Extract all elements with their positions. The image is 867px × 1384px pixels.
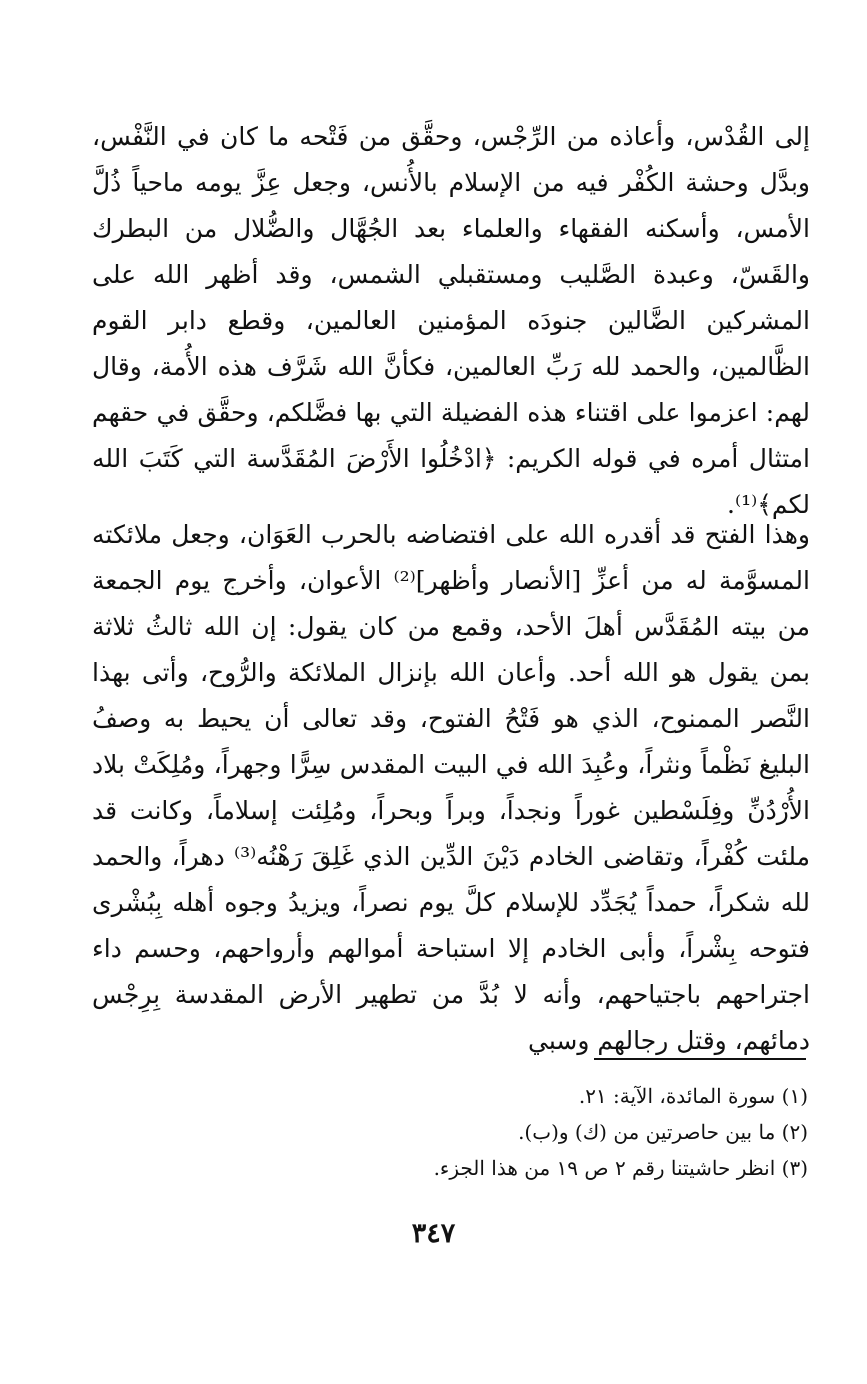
- paragraph-2: وهذا الفتح قد أقدره الله على افتضاضه بالحرب العَوَان، وجعل ملائكته المسوَّمة له من أعزِّ [الأنصار وأظهر]⁽²⁾ الأعوان، وأخرج يوم الجمعة من بيته المُقَدَّس أهلَ الأحد، وقمع من كان يقول: إن الله ثالثُ ثلاثة بمن يقول هو الله أحد. وأعان الله بإنزال الملائكة والرُّوح، وأتى بهذا النَّصر الممنوح، الذي هو فَتْحُ الفتوح، وقد تعالى أن يحيط به وصفُ البليغ نَظْماً ونثراً، وعُبِدَ الله في البيت المقدس سِرًّا وجهراً، ومُلِكَتْ بلاد الأُرْدُنِّ وفِلَسْطين غوراً ونجداً، وبراً وبحراً، ومُلِئت إسلاماً، وكانت قد ملئت كُفْراً، وتقاضى الخادم دَيْنَ الدِّين الذي غَلِقَ رَهْنُه⁽³⁾ دهراً، والحمد لله شكراً، حمداً يُجَدِّد للإسلام كلَّ يوم نصراً، ويزيدُ وجوه أهله بِبُشْرى فتوحه بِشْراً، وأبى الخادم إلا استباحة أموالهم وأرواحهم، وحسم داء اجتراحهم باجتياحهم، وأنه لا بُدَّ من تطهير الأرض المقدسة بِرِجْس دمائهم، وقتل رجالهم وسبي: [92, 520, 810, 1055]
- footnote-3: (٣) انظر حاشيتنا رقم ٢ ص ١٩ من هذا الجزء.: [433, 1156, 808, 1180]
- footnote-2: (٢) ما بين حاصرتين من (ك) و(ب).: [518, 1120, 808, 1144]
- page-number: ٣٤٧: [411, 1218, 456, 1249]
- paragraph-1: إلى القُدْس، وأعاذه من الرِّجْس، وحقَّق من فَتْحه ما كان في النَّفْس، وبدَّل وحشة الكُفْر فيه من الإسلام بالأُنس، وجعل عِزَّ يومه ماحياً ذُلَّ الأمس، وأسكنه الفقهاء والعلماء بعد الجُهَّال والضُّلال من البطرك والقَسّ، وعبدة الصَّليب ومستقبلي الشمس، وقد أظهر الله على المشركين الضَّالين جنودَه المؤمنين العالمين، وقطع دابر القوم الظَّالمين، والحمد لله رَبِّ العالمين، فكأنَّ الله شَرَّف هذه الأُمة، وقال لهم: اعزموا على اقتناء هذه الفضيلة التي بها فضَّلكم، وحقَّق في حقهم امتثال أمره في قوله الكريم: ﴿ادْخُلُوا الأَرْضَ المُقَدَّسة التي كَتَبَ الله لكم﴾⁽¹⁾.: [92, 122, 810, 519]
- footnote-divider: [594, 1058, 806, 1060]
- footnote-1: (١) سورة المائدة، الآية: ٢١.: [578, 1084, 808, 1108]
